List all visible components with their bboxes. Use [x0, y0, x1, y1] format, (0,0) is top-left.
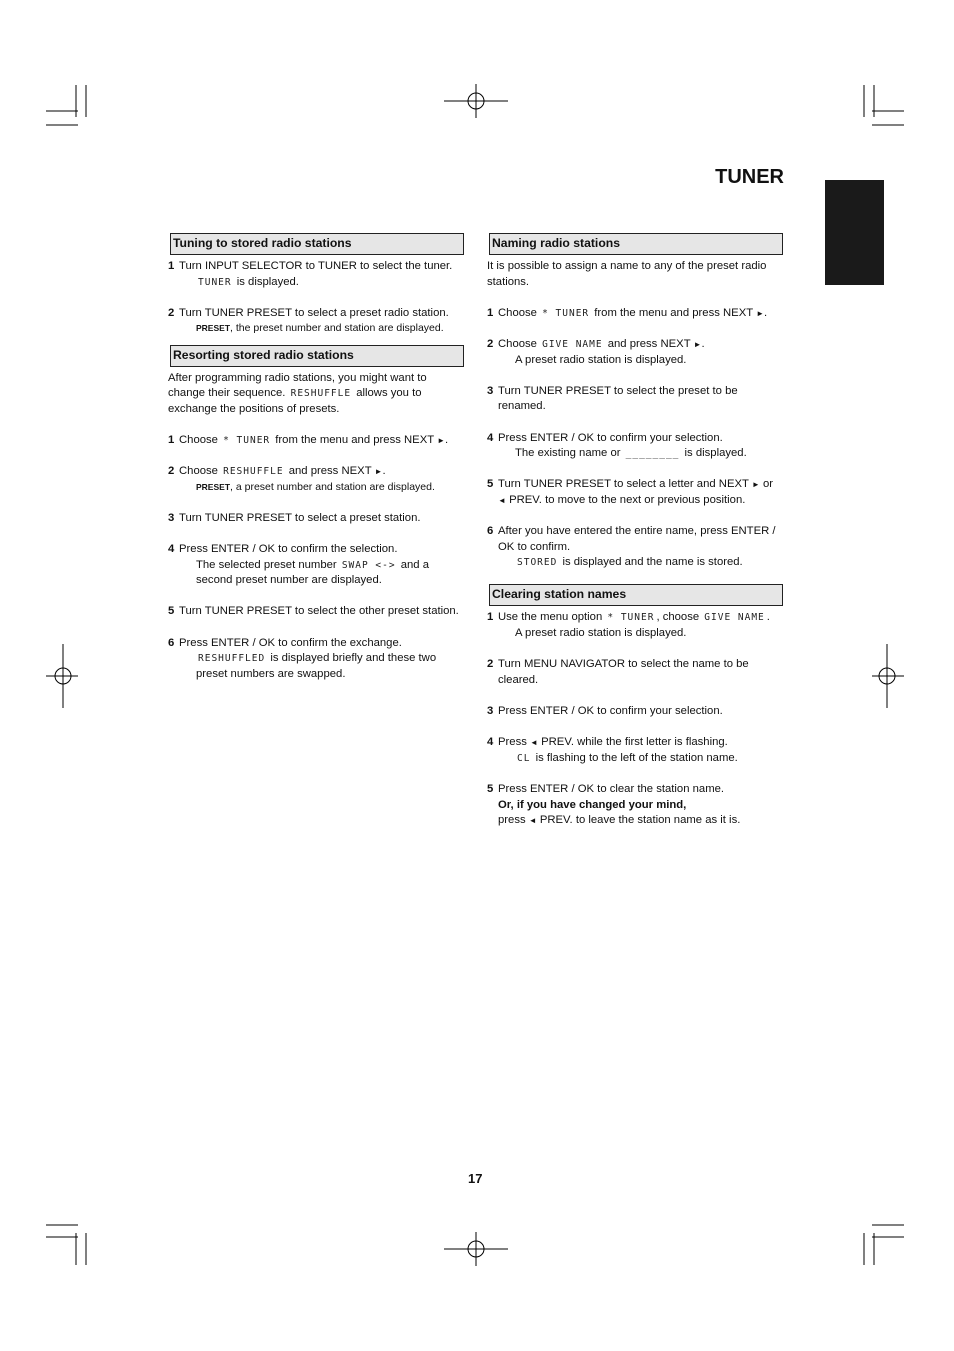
lcd-text: RESHUFFLED	[198, 653, 266, 665]
language-tab	[825, 180, 884, 285]
step-text: Press	[498, 736, 527, 749]
step-number: 3	[487, 384, 494, 397]
naming-intro: It is possible to assign a name to any of the preset radio stations.	[487, 260, 767, 288]
step-text: and press NEXT	[607, 337, 691, 350]
resort-step-6	[168, 636, 464, 683]
step-text: After you have entered the entire name, press ENTER / OK to confirm.	[498, 525, 776, 553]
crop-mark-bottom-left	[46, 1225, 91, 1267]
intro-text: allows you to exchange the positions of presets.	[168, 387, 422, 415]
naming-heading: Naming radio stations	[489, 233, 783, 255]
tuning-heading: Tuning to stored radio stations	[170, 233, 464, 255]
prev-arrow-icon: ◄	[528, 816, 537, 826]
tuning-step-1	[168, 259, 464, 290]
lcd-text: SWAP <->	[341, 559, 396, 571]
next-arrow-icon: ►	[374, 467, 383, 477]
clearing-step-1	[487, 610, 783, 641]
next-arrow-icon: ►	[756, 308, 764, 318]
step-number: 5	[487, 783, 494, 795]
step-subtext: The existing name or	[515, 447, 621, 460]
step-text: Turn TUNER PRESET to select the preset to be renamed.	[498, 384, 738, 413]
lcd-text: PRESET	[196, 481, 231, 492]
prev-arrow-icon: ◄	[530, 738, 538, 748]
registration-target-top	[444, 84, 508, 120]
step-text: Turn TUNER PRESET to select the other preset station.	[179, 605, 459, 618]
clearing-step-5	[487, 782, 783, 829]
step-text: press	[498, 814, 526, 827]
step-text: , choose	[656, 611, 700, 624]
tuning-step-2	[168, 306, 464, 337]
step-text: from the menu and press NEXT	[594, 306, 753, 319]
step-number: 6	[168, 636, 175, 649]
step-text: Press ENTER / OK to confirm your selection.	[498, 705, 723, 718]
resort-step-4	[168, 542, 464, 589]
lcd-text: TUNER	[198, 276, 232, 288]
step-number: 4	[168, 543, 175, 556]
step-text: Turn TUNER PRESET to select a preset radio station.	[179, 306, 449, 319]
step-text: PREV. while the first letter is flashing.	[541, 736, 728, 749]
step-text: Press ENTER / OK to confirm the selection.	[179, 543, 398, 556]
step-text: PREV. to leave the station name as it is.	[539, 814, 741, 827]
step-subtext: A preset radio station is displayed.	[515, 353, 687, 366]
step-subtext: is displayed briefly and these two preset numbers are swapped.	[196, 652, 437, 680]
resort-step-2: 2 Choose RESHUFFLE and press NEXT ►. PRESET, a preset number and station are displayed.	[168, 464, 464, 495]
clearing-step-3	[487, 704, 783, 720]
step-subtext: A preset radio station is displayed.	[515, 627, 687, 640]
clearing-step-2	[487, 657, 783, 688]
next-arrow-icon: ►	[693, 339, 702, 349]
lcd-text: GIVE NAME	[704, 612, 765, 624]
resort-step-3	[168, 511, 464, 527]
step-number: 6	[487, 525, 494, 538]
step-text: Turn TUNER PRESET to select a preset station.	[179, 511, 421, 524]
step-subtext: , the preset number and station are displayed.	[230, 322, 444, 335]
naming-step-5	[487, 477, 783, 508]
step-subtext: is displayed.	[684, 447, 747, 460]
next-arrow-icon: ►	[751, 480, 760, 490]
lcd-text: GIVE NAME	[542, 338, 603, 350]
lcd-text: CL	[517, 752, 531, 764]
step-number: 5	[168, 605, 175, 618]
lcd-text: * TUNER	[223, 434, 271, 446]
resort-step-5	[168, 604, 464, 620]
step-subtext: is displayed.	[236, 275, 299, 288]
intro-text: After programming radio stations, you might want to change their sequence.	[168, 371, 427, 400]
step-bold-note: Or, if you have changed your mind,	[498, 798, 687, 811]
registration-target-right	[872, 644, 906, 708]
next-arrow-icon: ►	[437, 435, 445, 445]
step-text: Press ENTER / OK to confirm the exchange.	[179, 636, 402, 649]
step-text: PREV. to move to the next or previous position.	[509, 493, 746, 506]
step-text: or	[762, 478, 773, 491]
step-subtext: is flashing to the left of the station name.	[535, 751, 738, 764]
step-text: Choose	[498, 337, 537, 350]
step-text: Turn INPUT SELECTOR to TUNER to select the tuner.	[179, 260, 453, 272]
step-subtext: is displayed and the name is stored.	[562, 556, 743, 569]
step-text: .	[766, 611, 770, 624]
naming-step-4	[487, 431, 783, 462]
step-number: 1	[168, 433, 175, 446]
naming-step-6	[487, 524, 783, 571]
crop-mark-top-left	[46, 85, 86, 130]
step-subtext: and a second preset number are displayed.	[196, 558, 429, 587]
left-column	[168, 233, 464, 698]
lcd-text: PRESET	[196, 323, 231, 334]
resort-step-1: 1 Choose * TUNER from the menu and press NEXT ►.	[168, 433, 464, 449]
crop-mark-bottom-right	[864, 1225, 906, 1267]
naming-step-3	[487, 384, 783, 415]
right-column	[487, 233, 783, 844]
clearing-step-4	[487, 735, 783, 766]
naming-step-1: 1 Choose * TUNER from the menu and press NEXT ►.	[487, 306, 783, 322]
lcd-text: * TUNER	[607, 612, 655, 624]
step-number: 2	[487, 337, 494, 350]
step-text: Choose	[179, 465, 218, 478]
lcd-text: STORED	[517, 557, 558, 569]
step-subtext: , a preset number and station are displayed.	[230, 480, 435, 493]
step-number: 1	[487, 611, 494, 624]
crop-mark-top-right	[864, 85, 904, 130]
step-text: Press ENTER / OK to clear the station name.	[498, 783, 725, 795]
step-text: Turn MENU NAVIGATOR to select the name to be cleared.	[498, 658, 749, 686]
lcd-text: RESHUFFLE	[290, 388, 352, 400]
step-subtext: The selected preset number	[196, 558, 337, 571]
step-number: 4	[487, 431, 494, 444]
page-title: TUNER	[715, 166, 784, 188]
step-number: 5	[487, 478, 494, 491]
resort-intro	[168, 371, 464, 418]
step-number: 2	[487, 658, 494, 671]
step-text: from the menu and press NEXT	[275, 433, 434, 446]
step-number: 2	[168, 465, 175, 478]
step-number: 2	[168, 306, 175, 319]
registration-target-bottom	[444, 1232, 508, 1268]
registration-target-left	[46, 644, 80, 708]
lcd-text: RESHUFFLE	[223, 466, 284, 478]
lcd-text: * TUNER	[542, 307, 590, 319]
step-text: Press ENTER / OK to confirm your selection.	[498, 431, 723, 444]
step-text: Choose	[498, 306, 537, 319]
step-text: and press NEXT	[288, 465, 372, 478]
step-number: 1	[168, 260, 175, 272]
step-text: Turn TUNER PRESET to select a letter and NEXT	[498, 478, 749, 491]
step-text: Choose	[179, 433, 218, 446]
step-text: Use the menu option	[498, 611, 603, 624]
step-number: 4	[487, 736, 494, 749]
resort-heading: Resorting stored radio stations	[170, 345, 464, 367]
lcd-text: ________	[625, 448, 680, 460]
naming-step-2: 2 Choose GIVE NAME and press NEXT ►. A preset radio station is displayed.	[487, 337, 783, 368]
step-number: 3	[168, 511, 175, 524]
step-number: 1	[487, 306, 494, 319]
step-number: 3	[487, 705, 494, 718]
clearing-heading: Clearing station names	[489, 584, 783, 606]
page-number: 17	[468, 1171, 483, 1186]
prev-arrow-icon: ◄	[498, 495, 506, 505]
